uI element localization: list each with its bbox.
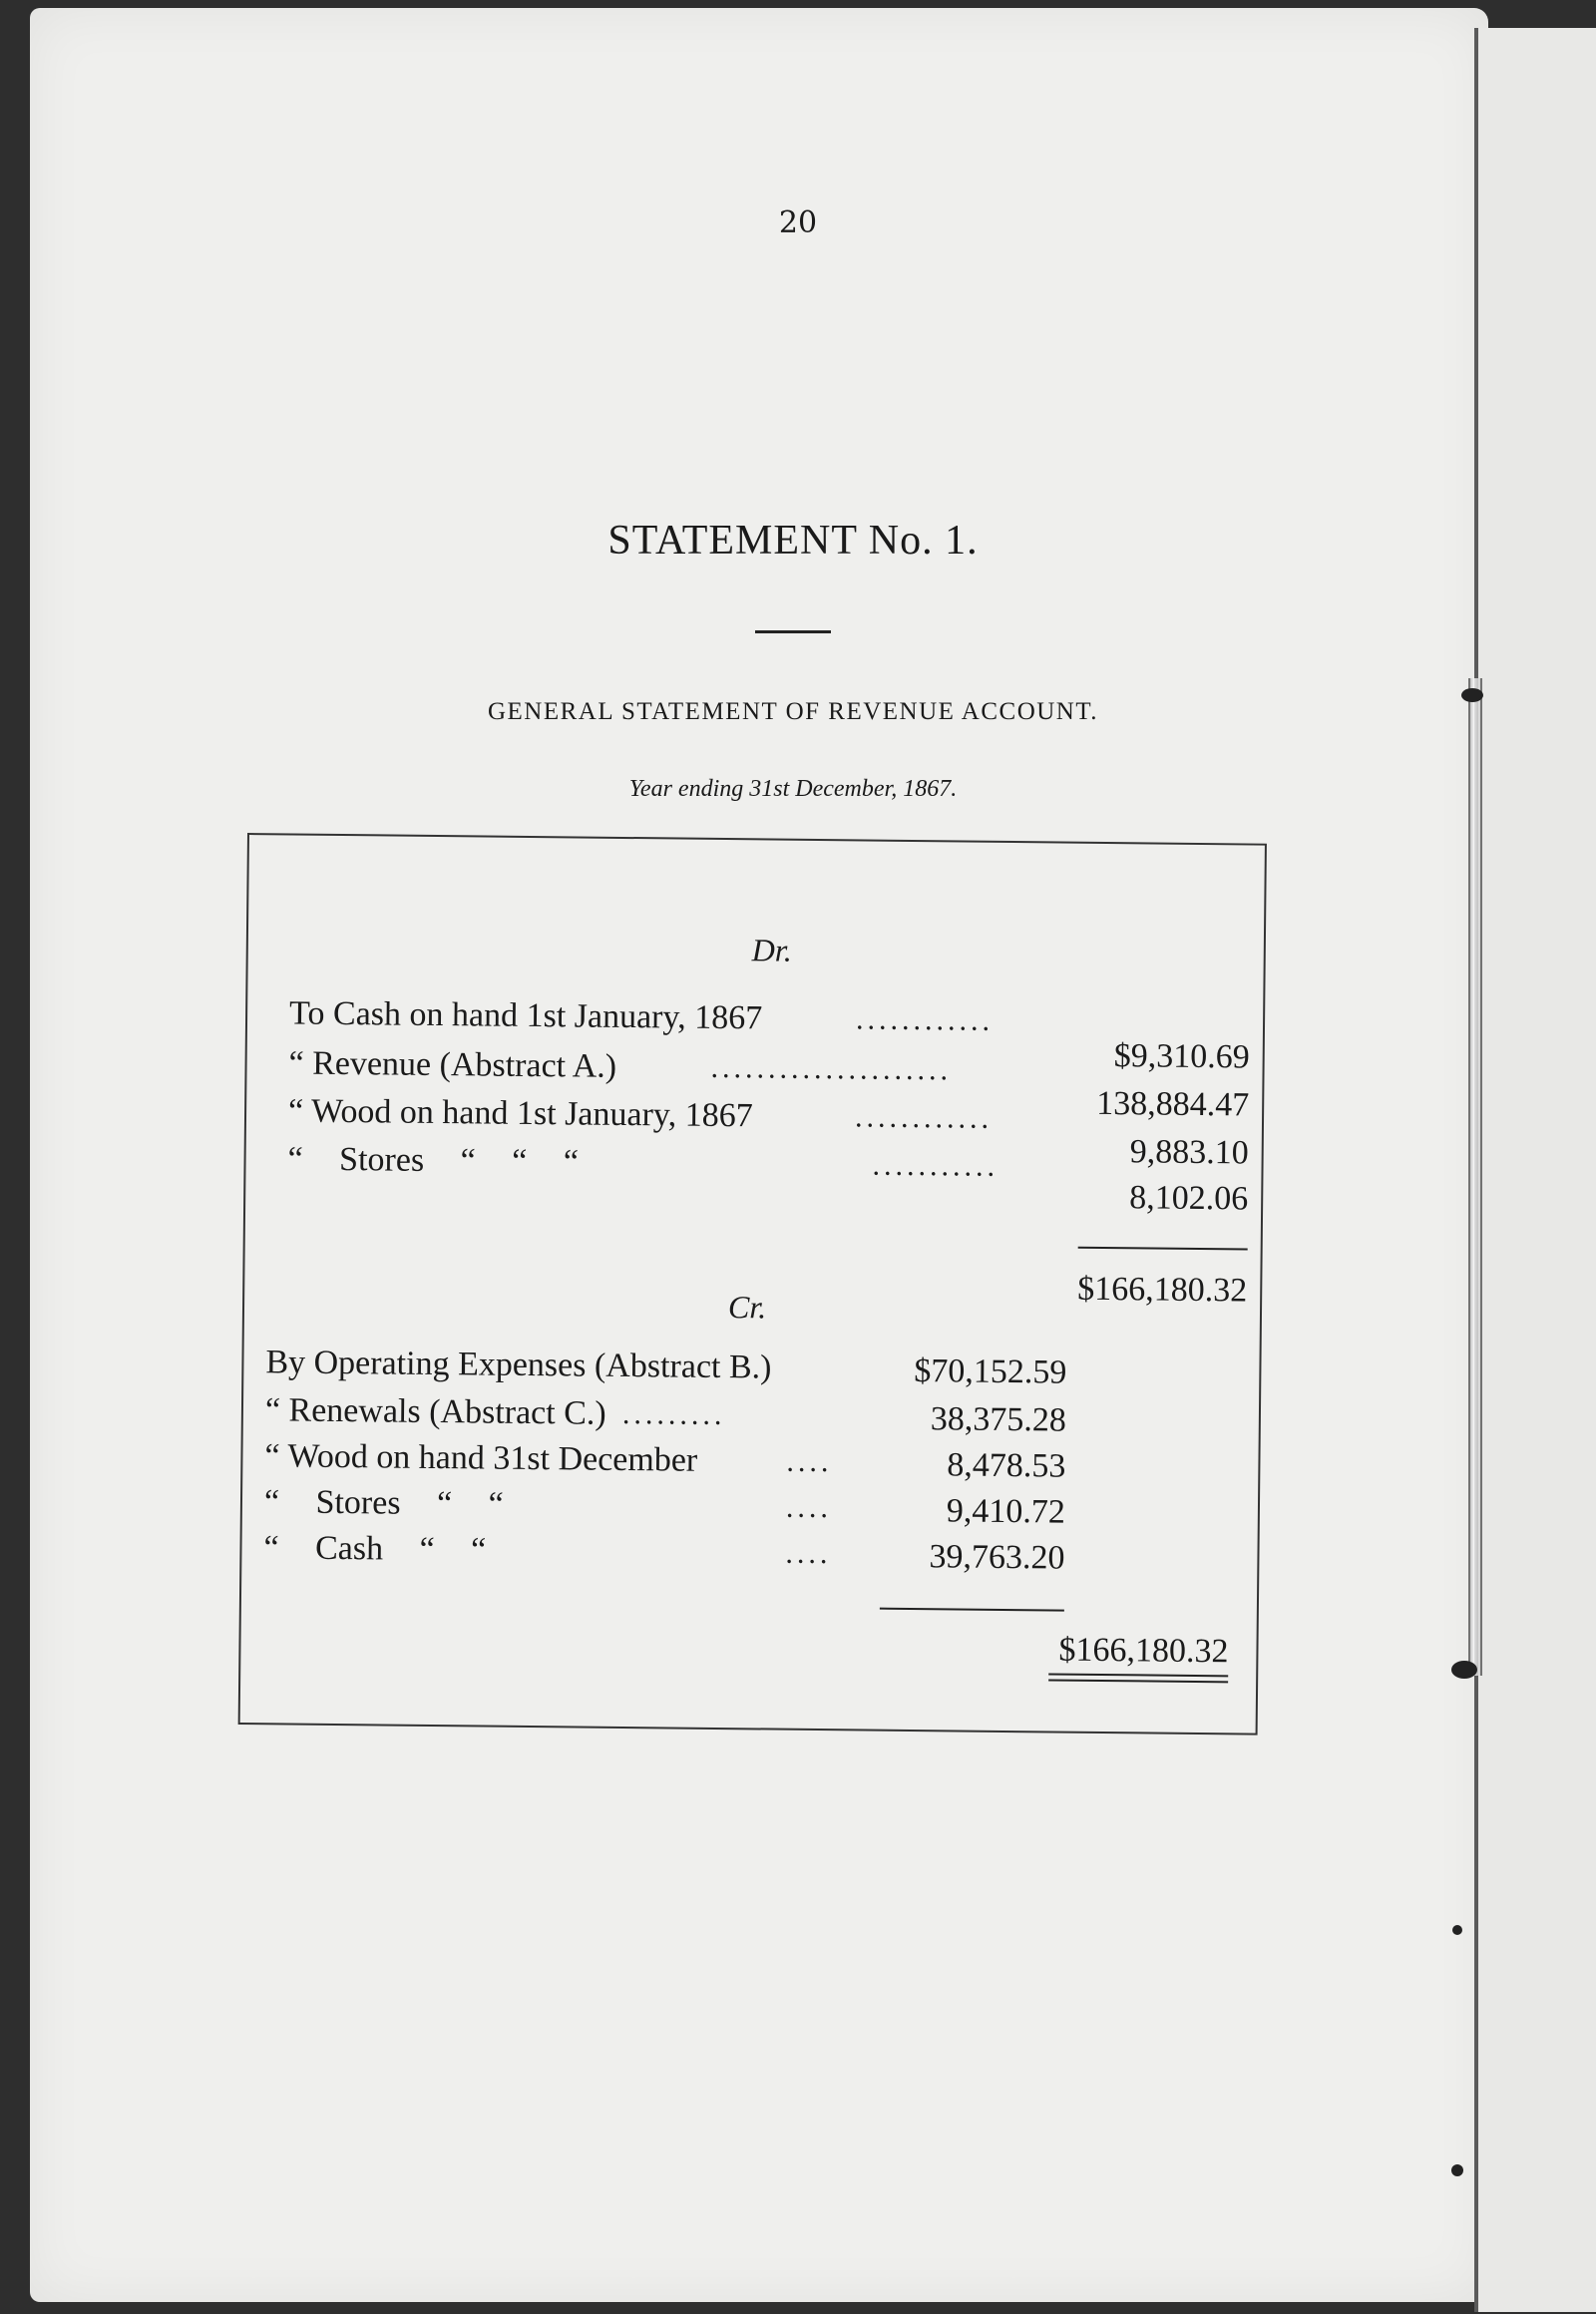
title-rule <box>755 630 831 633</box>
leader-dots: ..................... <box>710 1050 953 1087</box>
credit-entry-amount: $70,152.59 <box>914 1352 1067 1391</box>
leader-dots: .... <box>786 1444 833 1479</box>
debit-subtotal-rule <box>1078 1247 1248 1251</box>
binding-thread <box>1468 678 1482 1676</box>
leader-dots: ............ <box>855 1002 995 1037</box>
credit-entry-label: “ Renewals (Abstract C.) <box>264 1391 606 1432</box>
credit-heading: Cr. <box>727 1289 767 1326</box>
debit-entry-label: “ Stores “ “ “ <box>287 1140 580 1181</box>
leader-dots: ............ <box>854 1100 994 1135</box>
ink-mark <box>1452 1925 1462 1935</box>
debit-entry-amount: 8,102.06 <box>1129 1179 1249 1218</box>
statement-period: Year ending 31st December, 1867. <box>628 776 958 802</box>
leader-dots: ........... <box>872 1148 999 1183</box>
debit-entry-amount: 138,884.47 <box>1096 1084 1250 1124</box>
statement-title: STATEMENT No. 1. <box>607 518 979 564</box>
ink-mark <box>1451 1661 1477 1679</box>
debit-entry-label: To Cash on hand 1st January, 1867 <box>288 994 763 1037</box>
leader-dots: ......... <box>621 1396 726 1432</box>
double-rule-top <box>1048 1673 1228 1677</box>
leader-dots: .... <box>785 1536 832 1571</box>
debit-entry-label: “ Wood on hand 1st January, 1867 <box>287 1092 753 1135</box>
account-table <box>238 833 1267 1736</box>
credit-entry-amount: 8,478.53 <box>947 1446 1066 1485</box>
statement-subtitle: GENERAL STATEMENT OF REVENUE ACCOUNT. <box>487 698 1099 725</box>
credit-entry-label: “ Stores “ “ <box>263 1483 504 1523</box>
credit-entry-amount: 38,375.28 <box>930 1400 1067 1439</box>
adjacent-page-edge <box>1474 28 1596 2312</box>
debit-heading: Dr. <box>751 932 793 968</box>
credit-entry-amount: 9,410.72 <box>946 1492 1066 1531</box>
credit-entry-label: “ Cash “ “ <box>263 1529 487 1569</box>
debit-entry-label: “ Revenue (Abstract A.) <box>288 1044 617 1085</box>
credit-subtotal-rule <box>880 1608 1064 1612</box>
ink-mark <box>1451 2164 1463 2176</box>
debit-entry-amount: 9,883.10 <box>1129 1133 1249 1172</box>
double-rule-bottom <box>1048 1679 1228 1683</box>
credit-entry-amount: 39,763.20 <box>929 1538 1065 1577</box>
debit-total: $166,180.32 <box>1077 1270 1248 1310</box>
credit-entry-label: “ Wood on hand 31st December <box>264 1437 698 1479</box>
debit-entry-amount: $9,310.69 <box>1113 1037 1250 1076</box>
leader-dots: .... <box>785 1490 833 1525</box>
page-number: 20 <box>778 205 818 240</box>
credit-entry-label: By Operating Expenses (Abstract B.) <box>265 1344 772 1386</box>
credit-total: $166,180.32 <box>1058 1631 1229 1671</box>
